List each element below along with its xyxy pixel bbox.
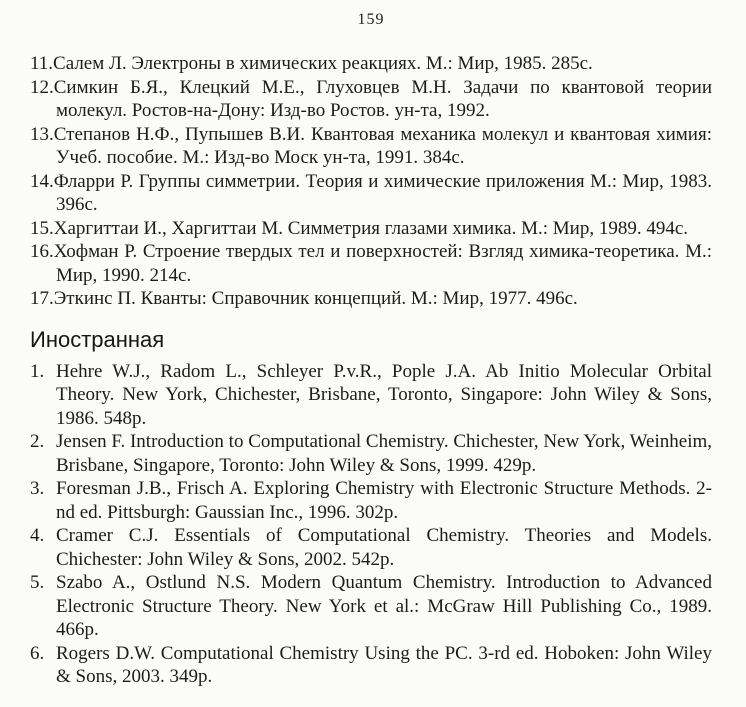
reference-number: 2.	[30, 431, 45, 452]
reference-text: Степанов Н.Ф., Пупышев В.И. Квантовая механика молекул и квантовая химия: Учеб. пособие. М.: Изд-во Моск ун-та, 1991. 384с.	[53, 123, 712, 168]
reference-number: 17.	[30, 288, 54, 309]
reference-text: Эткинс П. Кванты: Справочник концепций. М.: Мир, 1977. 496с.	[53, 288, 578, 309]
reference-text: Hehre W.J., Radom L., Schleyer P.v.R., Pople J.A. Ab Initio Molecular Orbital Theory. New York, Chichester, Brisbane, Toronto, Singapore: John Wiley & Sons, 1986. 548p.	[56, 360, 712, 429]
reference-item	[30, 430, 712, 477]
reference-text: Cramer C.J. Essentials of Computational Chemistry. Theories and Models. Chichester: John Wiley & Sons, 2002. 542p.	[56, 525, 712, 570]
reference-item	[30, 240, 712, 287]
reference-text: Хофман Р. Строение твердых тел и поверхностей: Взгляд химика-теоретика. М.: Мир, 1990. 214с.	[53, 241, 712, 286]
reference-number: 3.	[30, 478, 45, 499]
reference-item	[30, 52, 712, 76]
reference-number: 16.	[30, 241, 54, 262]
reference-item	[30, 524, 712, 571]
reference-list-russian	[30, 52, 712, 311]
reference-text: Rogers D.W. Computational Chemistry Using the PC. 3-rd ed. Hoboken: John Wiley & Sons, 2003. 349p.	[56, 642, 712, 687]
reference-number: 13.	[30, 123, 54, 145]
reference-item	[30, 123, 712, 170]
reference-text: Фларри Р. Группы симметрии. Теория и химические приложения М.: Мир, 1983. 396с.	[53, 170, 712, 215]
reference-number: 15.	[30, 217, 54, 239]
reference-number: 4.	[30, 525, 45, 546]
reference-text: Харгиттаи И., Харгиттаи М. Симметрия глазами химика. М.: Мир, 1989. 494с.	[53, 217, 689, 239]
reference-item	[30, 217, 712, 241]
reference-text: Jensen F. Introduction to Computational Chemistry. Chichester, New York, Weinheim, Brisbane, Singapore, Toronto: John Wiley & Sons, 1999. 429p.	[56, 431, 712, 476]
reference-item	[30, 360, 712, 431]
reference-item	[30, 287, 712, 311]
reference-item	[30, 642, 712, 689]
reference-list-foreign	[30, 360, 712, 689]
reference-number: 6.	[30, 642, 45, 664]
page-number: 159	[357, 11, 385, 28]
reference-text: Салем Л. Электроны в химических реакциях. М.: Мир, 1985. 285с.	[53, 53, 593, 74]
reference-number: 14.	[30, 170, 54, 192]
reference-text: Foresman J.B., Frisch A. Exploring Chemistry with Electronic Structure Methods. 2-nd ed. Pittsburgh: Gaussian Inc., 1996. 302p.	[56, 478, 712, 523]
reference-number: 12.	[30, 76, 54, 98]
reference-item	[30, 571, 712, 642]
reference-text: Симкин Б.Я., Клецкий М.Е., Глуховцев М.Н. Задачи по квантовой теории молекул. Ростов-на-Дону: Изд-во Ростов. ун-та, 1992.	[53, 76, 712, 121]
reference-item	[30, 477, 712, 524]
reference-item	[30, 170, 712, 217]
section-heading-foreign: Иностранная	[30, 326, 165, 352]
reference-number: 5.	[30, 572, 45, 593]
reference-text: Szabo A., Ostlund N.S. Modern Quantum Chemistry. Introduction to Advanced Electronic Structure Theory. New York et al.: McGraw Hill Publishing Co., 1989. 466p.	[56, 572, 712, 640]
reference-number: 1.	[30, 360, 45, 382]
reference-number: 11.	[30, 53, 54, 74]
reference-item	[30, 76, 712, 123]
